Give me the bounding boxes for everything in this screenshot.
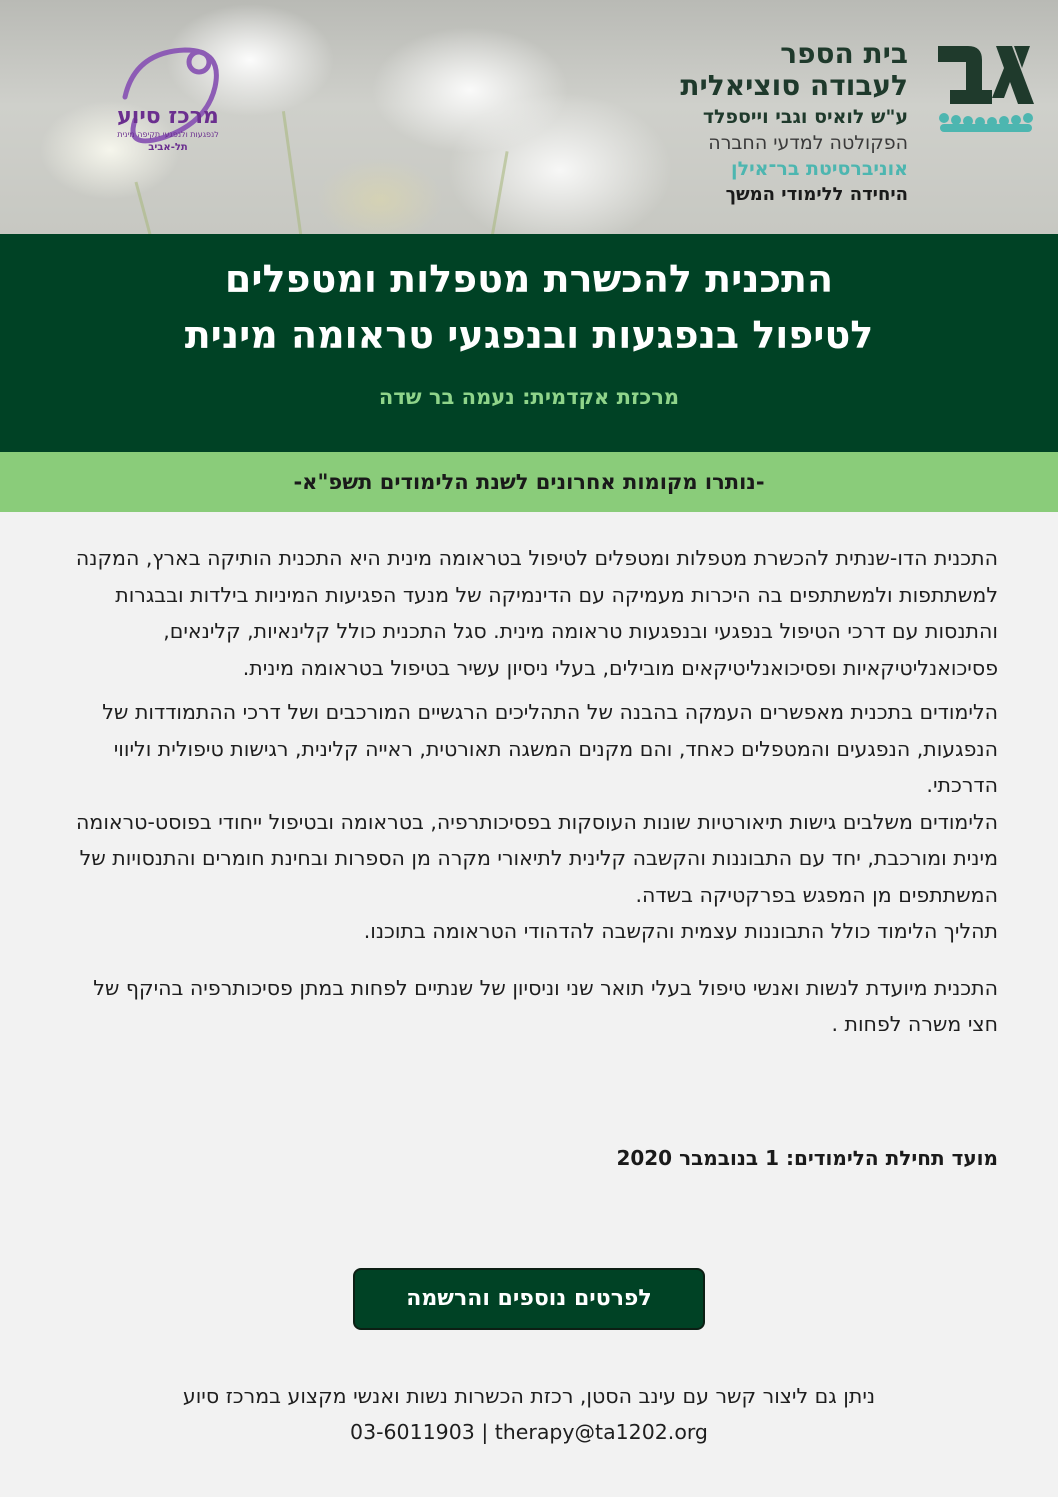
start-date: מועד תחילת הלימודים: 1 בנובמבר 2020 — [616, 1146, 998, 1170]
support-center-city: תל-אביב — [148, 142, 188, 153]
last-places-notice: -נותרו מקומות אחרונים לשנת הלימודים תשפ"א- — [293, 470, 765, 494]
school-dedication: ע"ש לואיס וגבי וייספלד — [702, 106, 908, 128]
program-description — [63, 540, 998, 1051]
contact-text: ניתן גם ליצור קשר עם עינב הסטן, רכזת הכשרות נשות ואנשי מקצוע במרכז סיוע — [182, 1384, 876, 1408]
program-title-band — [0, 234, 1058, 452]
notice-band — [0, 452, 1058, 512]
continuing-ed-unit: היחידה ללימודי המשך — [725, 184, 908, 205]
eligibility-paragraph: התכנית מיועדת לנשות ואנשי טיפול בעלי תואר שני וניסיון של שנתיים לפחות במתן פסיכותרפיה בהיקף של חצי משרה לפחות . — [93, 975, 998, 1036]
support-center-subtitle: לנפגעות ולנפגעי תקיפה מינית — [117, 130, 219, 139]
bar-ilan-school-name — [680, 38, 908, 208]
program-title-line1: התכנית להכשרת מטפלות ומטפלים — [224, 257, 834, 301]
header-banner — [0, 0, 1058, 234]
contact-footer — [0, 1378, 1058, 1450]
decorative-stem — [490, 151, 509, 234]
bar-ilan-logo — [930, 38, 1040, 138]
description-paragraph-4: תהליך הלימוד כולל התבוננות עצמית והקשבה להדהודי הטראומה בתוכנו. — [363, 919, 998, 943]
academic-coordinator: מרכזת אקדמית: נעמה בר שדה — [378, 385, 680, 409]
details-and-registration-button[interactable]: לפרטים נוספים והרשמה — [353, 1268, 705, 1330]
decorative-stem — [282, 111, 303, 234]
description-paragraph-2: הלימודים בתכנית מאפשרים העמקה בהבנה של התהליכים הרגשיים המורכבים ושל דרכי ההתמודדות של הנפגעות, הנפגעים והמטפלים כאחד, והם מקנים המשגה תאורטית, ראייה קלינית, רגישות טיפולית וליווי הדרכתי. — [102, 700, 998, 797]
school-name-line2: לעבודה סוציאלית — [680, 69, 908, 102]
university-name: אוניברסיטת בר־אילן — [731, 158, 908, 180]
program-title-line2: לטיפול בנפגעות ובנפגעי טראומה מינית — [184, 313, 874, 357]
faculty-name: הפקולטה למדעי החברה — [708, 132, 908, 154]
contact-phone-email[interactable]: 03-6011903 | therapy@ta1202.org — [350, 1420, 708, 1444]
decorative-stem — [135, 182, 153, 234]
description-paragraph-1: התכנית הדו-שנתית להכשרת מטפלות ומטפלים לטיפול בטראומה מינית היא התכנית הותיקה בארץ, המקנה למשתתפות ולמשתתפים בה היכרות מעמיקה עם הדינמיקה של מנעד הפגיעות המיניות בילדות ובבגרות והתנסות עם דרכי הטיפול בנפגעי ובנפגעות טראומה מינית. סגל התכנית כולל קלינאיות, קלינאים, פסיכואנליטיקאיות ופסיכואנליטיקאים מובילים, בעלי ניסיון עשיר בטיפול בטראומה מינית. — [75, 546, 998, 680]
school-name-line1: בית הספר — [780, 37, 908, 70]
description-paragraph-3: הלימודים משלבים גישות תיאורטיות שונות העוסקות בפסיכותרפיה, בטראומה ובטיפול ייחודי בפוסט-טראומה מינית ומורכבת, יחד עם התבוננות והקשבה קלינית לתיאורי מקרה מן הספרות ובחינת חומרים והתנסויות של המשתתפים מן המפגש בפרקטיקה בשדה. — [76, 809, 998, 907]
support-center-title: מרכז סיוע — [117, 104, 219, 129]
support-center-logo — [95, 42, 245, 157]
